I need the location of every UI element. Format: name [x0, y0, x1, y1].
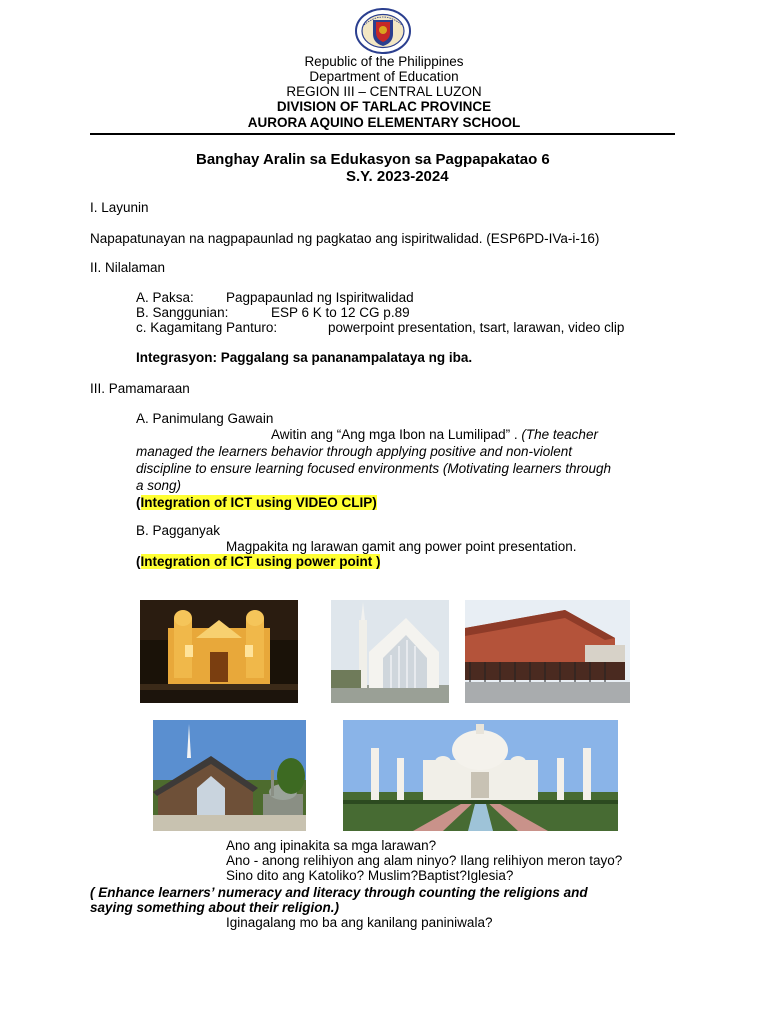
- deped-seal-logo: [355, 8, 411, 54]
- quiapo-church-photo: [140, 600, 298, 703]
- ict-ppt-paren: (: [136, 554, 141, 569]
- ict-video-paren: (: [136, 495, 141, 510]
- teacher-note-line3: discipline to ensure learning focused environments (Motivating learners through: [136, 461, 612, 476]
- ict-video-highlight: Integration of ICT using VIDEO CLIP): [140, 495, 377, 510]
- ict-video-clip-note: [136, 495, 377, 511]
- header-republic: Republic of the Philippines: [304, 54, 464, 69]
- teacher-note-line2: managed the learners behavior through applying positive and non-violent: [136, 444, 573, 459]
- song-activity: [271, 427, 598, 443]
- song-activity-text: Awitin ang “Ang mga Ibon na Lumilipad” .: [271, 427, 522, 442]
- enhance-note-line2: saying something about their religion.): [90, 900, 340, 915]
- header-division: DIVISION OF TARLAC PROVINCE: [276, 99, 492, 114]
- ict-ppt-highlight: Integration of ICT using power point ): [140, 554, 381, 569]
- header-school: AURORA AQUINO ELEMENTARY SCHOOL: [247, 115, 521, 130]
- sanggunian-value: ESP 6 K to 12 CG p.89: [271, 305, 410, 320]
- header-department: Department of Education: [309, 69, 459, 84]
- enhance-note-line1: ( Enhance learners’ numeracy and literacy through counting the religions and: [90, 885, 588, 900]
- teacher-note-start: (The teacher: [521, 427, 598, 442]
- header-region: REGION III – CENTRAL LUZON: [286, 84, 482, 99]
- red-brick-hall-photo: [465, 600, 630, 703]
- kagamitan-label: c. Kagamitang Panturo:: [136, 320, 278, 335]
- pagganyak-label: B. Pagganyak: [136, 523, 221, 538]
- ict-powerpoint-note: [136, 554, 380, 570]
- panimulang-gawain-label: A. Panimulang Gawain: [136, 411, 274, 426]
- kagamitan-value: powerpoint presentation, tsart, larawan, video clip: [328, 320, 625, 335]
- sanggunian-label: B. Sanggunian:: [136, 305, 229, 320]
- paksa-label: A. Paksa:: [136, 290, 194, 305]
- header-divider: [90, 133, 675, 135]
- pagganyak-text: Magpakita ng larawan gamit ang power point presentation.: [226, 539, 577, 554]
- lesson-title: Banghay Aralin sa Edukasyon sa Pagpapakatao 6: [196, 151, 550, 168]
- school-year: S.Y. 2023-2024: [346, 168, 449, 185]
- question-1: Ano ang ipinakita sa mga larawan?: [226, 838, 437, 853]
- question-2: Ano - anong relihiyon ang alam ninyo? Ilang relihiyon meron tayo?: [226, 853, 623, 868]
- iglesia-chapel-photo: [331, 600, 449, 703]
- baptist-church-photo: [153, 720, 306, 831]
- section-pamamaraan-heading: III. Pamamaraan: [90, 381, 190, 396]
- paksa-value: Pagpapaunlad ng Ispiritwalidad: [226, 290, 414, 305]
- question-3: Sino dito ang Katoliko? Muslim?Baptist?Iglesia?: [226, 868, 514, 883]
- teacher-note-line4: a song): [136, 478, 182, 493]
- integrasyon-text: Integrasyon: Paggalang sa pananampalataya ng iba.: [136, 350, 473, 365]
- layunin-objective: Napapatunayan na nagpapaunlad ng pagkatao ang ispiritwalidad. (ESP6PD-IVa-i-16): [90, 231, 600, 246]
- taj-mahal-photo: [343, 720, 618, 831]
- question-4: Iginagalang mo ba ang kanilang paniniwala?: [226, 915, 493, 930]
- section-nilalaman-heading: II. Nilalaman: [90, 260, 166, 275]
- section-layunin-heading: I. Layunin: [90, 200, 149, 215]
